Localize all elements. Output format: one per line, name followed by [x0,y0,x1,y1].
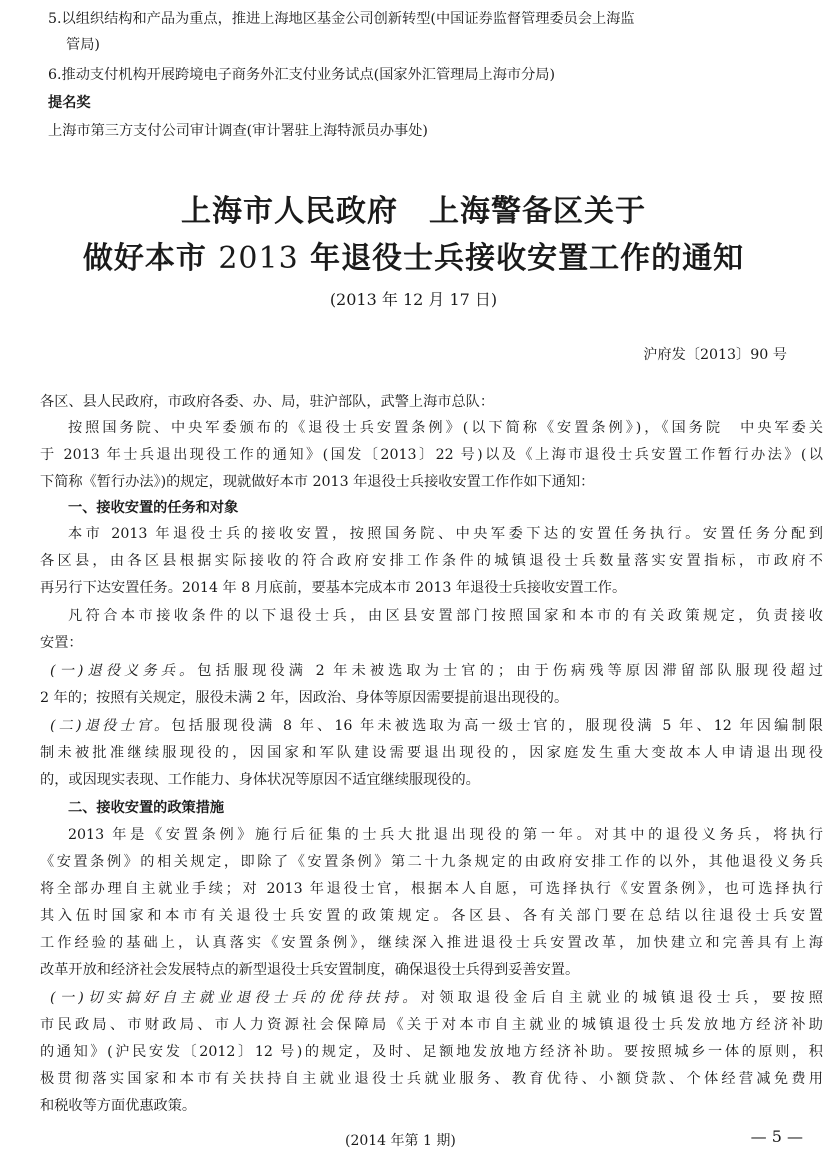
sec1-p1-line-1: 本市 2013 年退役士兵的接收安置，按照国务院、中央军委下达的安置任务执行。安置任务分配到 [68,526,823,542]
sec1-p3-text: 包括服现役满 2 年未被选取为士官的；由于伤病残等原因滞留部队服现役超过 [197,663,823,679]
award-item-6: 6.推动支付机构开展跨境电子商务外汇支付业务试点(国家外汇管理局上海市分局) [48,67,555,83]
sec2-p2-line-3: 的通知》(沪民安发〔2012〕12 号)的规定，及时、足额地发放地方经济补助。要按照城乡一体的原则，积 [40,1044,823,1060]
sec2-p1-line-2: 《安置条例》的相关规定，即除了《安置条例》第二十九条规定的由政府安排工作的以外，其他退役义务兵 [40,854,823,870]
sec2-p2-line-5: 和税收等方面优惠政策。 [40,1098,197,1114]
nomination-heading: 提名奖 [48,95,91,111]
sec1-p4-line-3: 的，或因现实表现、工作能力、身体状况等原因不适宜继续服现役的。 [40,772,480,788]
addressee: 各区、县人民政府，市政府各委、办、局，驻沪部队，武警上海市总队： [40,394,495,410]
sec1-p4-text: 包括服现役满 8 年、16 年未被选取为高一级士官的，服现役满 5 年、12 年因编制限 [171,718,823,734]
page-number: — 5 — [750,1127,803,1146]
section-2-heading: 二、接收安置的政策措施 [68,800,225,816]
section-1-heading: 一、接收安置的任务和对象 [68,500,239,516]
title-suffix: 年退役士兵接收安置工作的通知 [310,241,745,276]
sec1-p2-line-1: 凡符合本市接收条件的以下退役士兵，由区县安置部门按照国家和本市的有关政策规定，负责接收 [68,608,823,624]
document-date: (2013 年 12 月 17 日) [329,290,498,309]
sec1-p1-line-3: 再另行下达安置任务。2014 年 8 月底前，要基本完成本市 2013 年退役士兵接收安置工作。 [40,580,627,596]
sec1-p1-line-2: 各区县，由各区县根据实际接收的符合政府安排工作条件的城镇退役士兵数量落实安置指标，市政府不 [40,553,823,569]
document-number: 沪府发〔2013〕90 号 [643,347,787,363]
document-title-line-1: 上海市人民政府 上海警备区关于 [181,194,646,229]
sec2-p2-line-4: 极贯彻落实国家和本市有关扶持自主就业退役士兵就业服务、教育优待、小额贷款、个体经营减免费用 [40,1071,823,1087]
sec2-p1-line-3: 将全部办理自主就业手续；对 2013 年退役士官，根据本人自愿，可选择执行《安置条例》，也可选择执行 [40,881,823,897]
sec2-p2-lead: (一)切实搞好自主就业退役士兵的优待扶持。 [50,990,421,1006]
sec2-p2-text: 对领取退役金后自主就业的城镇退役士兵，要按照 [420,990,823,1006]
intro-line-1: 按照国务院、中央军委颁布的《退役士兵安置条例》(以下简称《安置条例》)，《国务院 中央军委关 [68,420,823,436]
sec1-p3-line-1 [50,662,823,680]
sec2-p1-line-5: 工作经验的基础上，认真落实《安置条例》，继续深入推进退役士兵安置改革，加快建立和完善具有上海 [40,935,823,951]
sec2-p1-line-4: 其入伍时国家和本市有关退役士兵安置的政策规定。各区县、各有关部门要在总结以往退役士兵安置 [40,908,823,924]
sec1-p4-line-2: 制未被批准继续服现役的，因国家和军队建设需要退出现役的，因家庭发生重大变故本人申请退出现役 [40,745,823,761]
intro-line-2: 于 2013 年士兵退出现役工作的通知》(国发〔2013〕22 号)以及《上海市退役士兵安置工作暂行办法》(以 [40,447,823,463]
sec2-p2-line-2: 市民政局、市财政局、市人力资源社会保障局《关于对本市自主就业的城镇退役士兵发放地方经济补助 [40,1017,823,1033]
intro-line-3: 下简称《暂行办法》)的规定，现就做好本市 2013 年退役士兵接收安置工作作如下通知： [40,474,595,490]
document-title-line-2 [0,241,827,277]
sec1-p4-lead: (二)退役士官。 [50,718,172,734]
award-item-5: 5.以组织结构和产品为重点，推进上海地区基金公司创新转型(中国证券监督管理委员会上海监 [48,11,635,27]
sec1-p3-line-2: 2 年的；按照有关规定，服役未满 2 年，因政治、身体等原因需要提前退出现役的。 [40,690,569,706]
sec1-p4-line-1 [50,717,823,735]
sec2-p1-line-6: 改革开放和经济社会发展特点的新型退役士兵安置制度，确保退役士兵得到妥善安置。 [40,962,580,978]
award-item-5-cont: 管局) [66,37,100,53]
title-prefix: 做好本市 [82,241,207,276]
nomination-item: 上海市第三方支付公司审计调查(审计署驻上海特派员办事处) [48,123,428,139]
title-year: 2013 [218,241,299,276]
sec1-p2-line-2: 安置： [40,635,83,651]
sec1-p3-lead: (一)退役义务兵。 [50,663,198,679]
issue-label: (2014 年第 1 期) [345,1133,456,1149]
sec2-p2-line-1 [50,989,823,1007]
sec2-p1-line-1: 2013 年是《安置条例》施行后征集的士兵大批退出现役的第一年。对其中的退役义务兵，将执行 [68,827,823,843]
